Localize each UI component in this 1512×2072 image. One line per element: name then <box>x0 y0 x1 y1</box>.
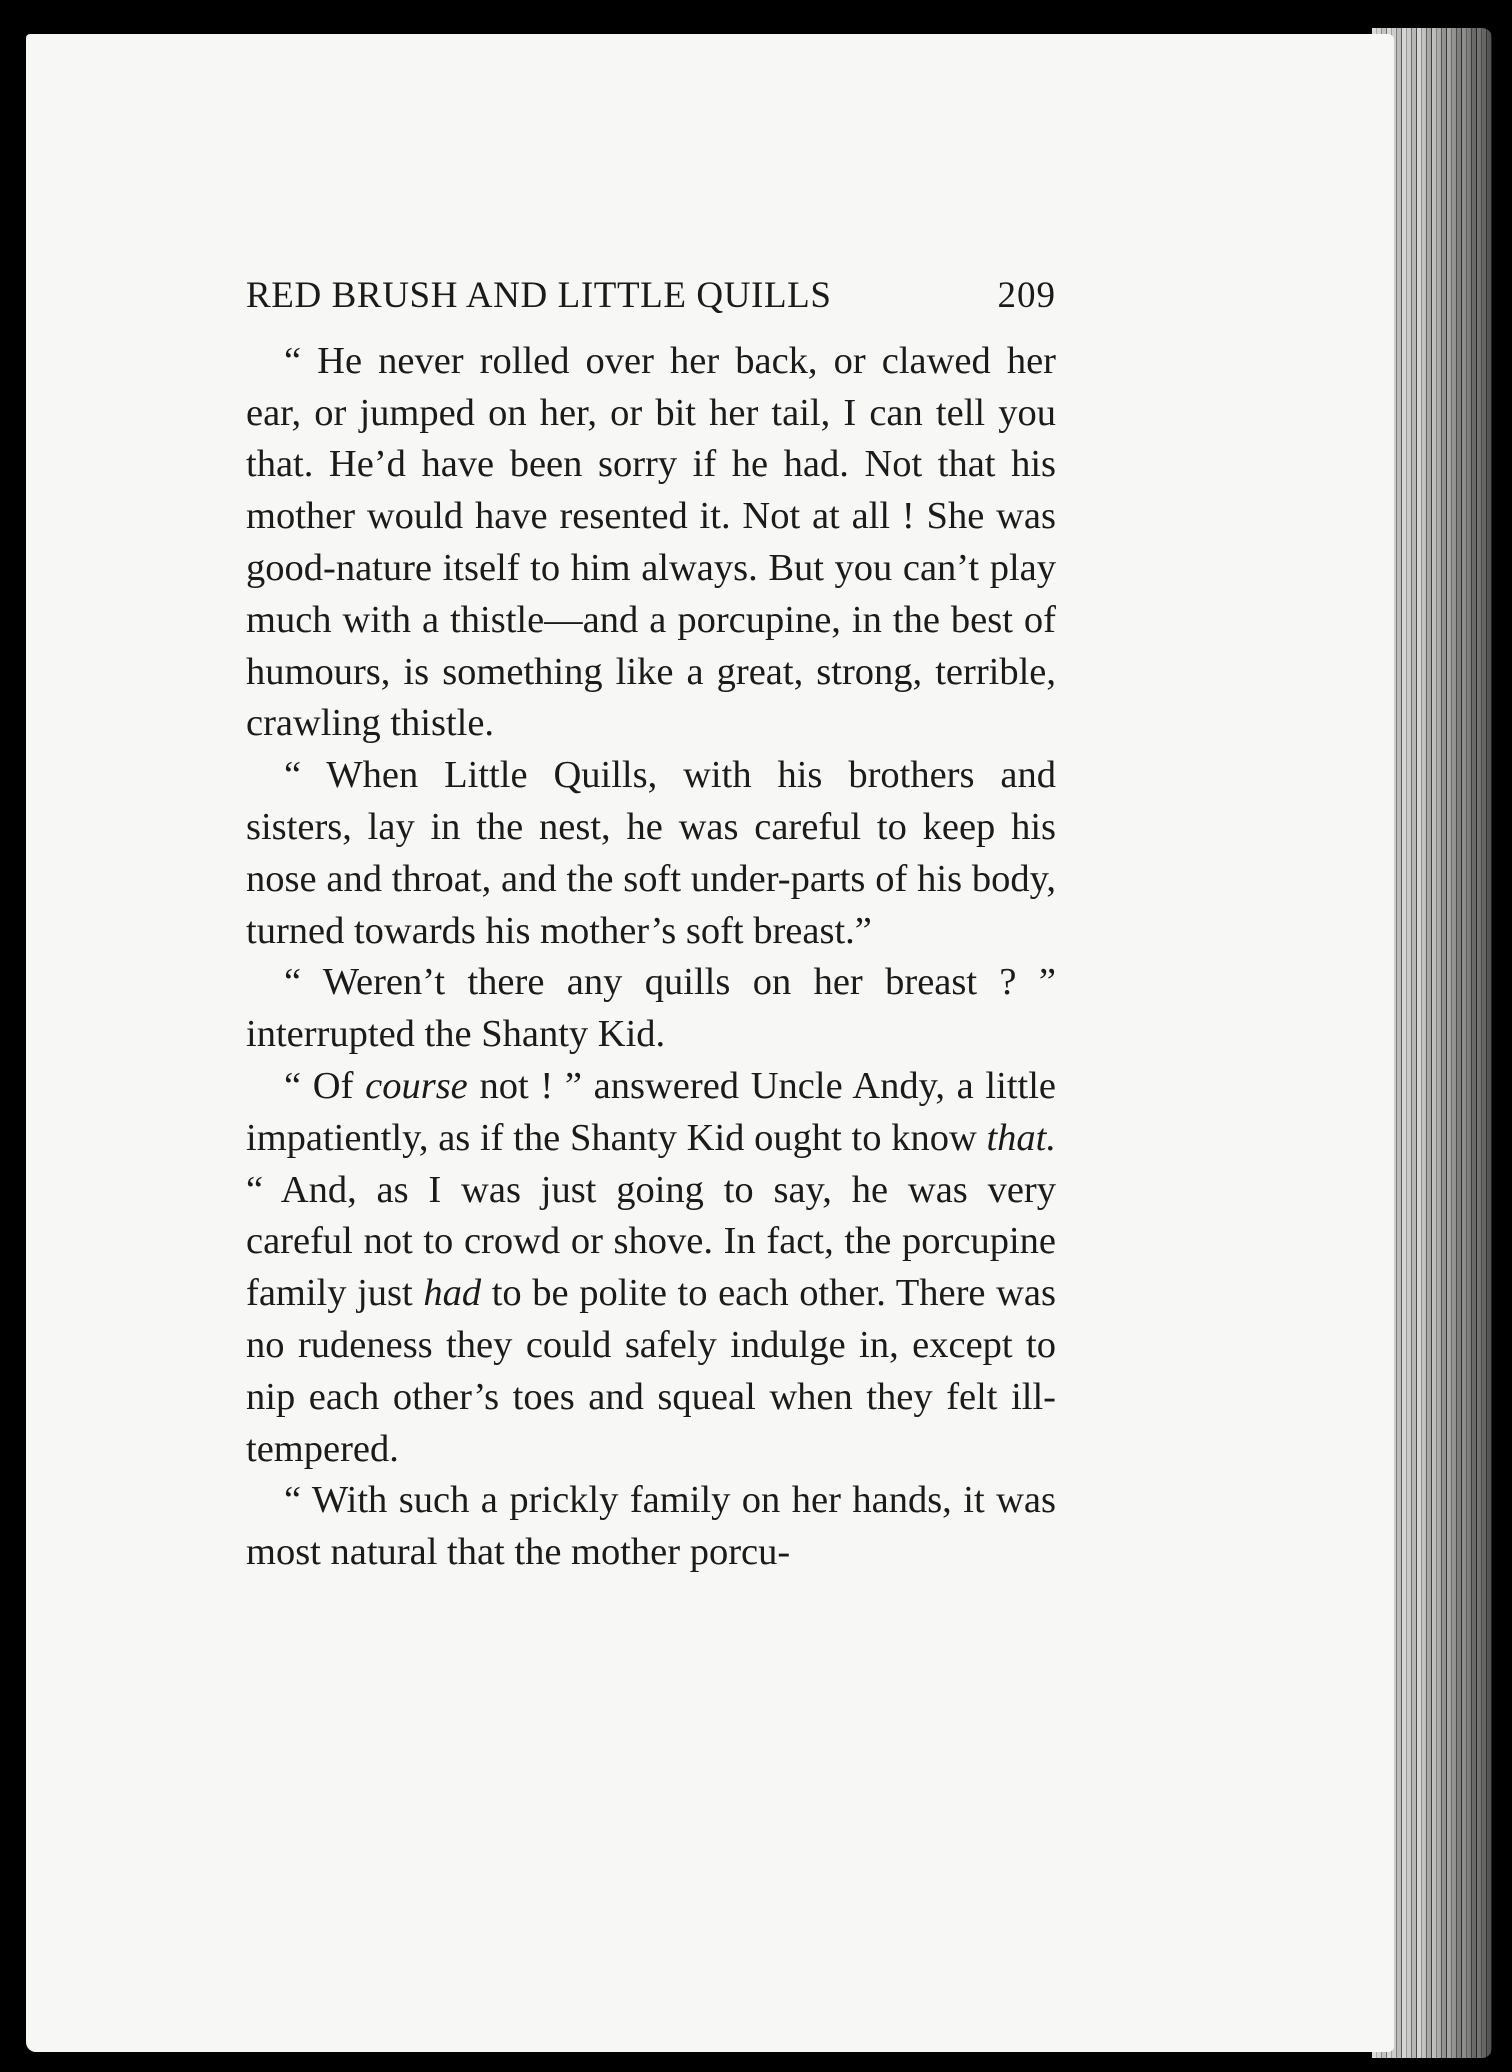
paragraph-4-part-e: “ And, as I was just going to say, he was very careful not to crowd or shove. In fact, the porcupine family just <box>246 1168 1056 1315</box>
page-text <box>246 270 1056 1579</box>
paragraph-4 <box>246 1061 1056 1475</box>
running-head-title: RED BRUSH AND LITTLE QUILLS <box>246 275 832 316</box>
paragraph-4-part-c: not ! ” answered Uncle Andy, a little impatiently, as if the Shanty Kid ought to know <box>246 1064 1056 1159</box>
paragraph-4-part-a: “ Of <box>284 1064 366 1107</box>
paragraph-1: “ He never rolled over her back, or clawed her ear, or jumped on her, or bit her tail, I can tell you that. He’d have been sorry if he had. Not that his mother would have resented it. Not at all ! She was good-nature itself to him always. But you can’t play much with a thistle—and a porcupine, in the best of humours, is something like a great, strong, terrible, crawling thistle. <box>246 339 1056 745</box>
paragraph-5: “ With such a prickly family on her hands, it was most natural that the mother porcu- <box>246 1479 1056 1574</box>
paragraph-4-part-g: to be polite to each other. There was no rudeness they could safely indulge in, except to nip each other’s toes and squeal when they felt ill-tempered. <box>246 1272 1056 1470</box>
running-head <box>246 270 1056 322</box>
emphasis-that: that. <box>986 1116 1056 1159</box>
paragraph-2: “ When Little Quills, with his brothers and sisters, lay in the nest, he was careful to keep his nose and throat, and the soft under-parts of his body, turned towards his mother’s soft breast.” <box>246 754 1056 952</box>
page-number: 209 <box>997 275 1056 316</box>
emphasis-had: had <box>423 1272 482 1315</box>
paragraph-3: “ Weren’t there any quills on her breast ? ” interrupted the Shanty Kid. <box>246 961 1056 1056</box>
emphasis-course: course <box>365 1064 468 1107</box>
